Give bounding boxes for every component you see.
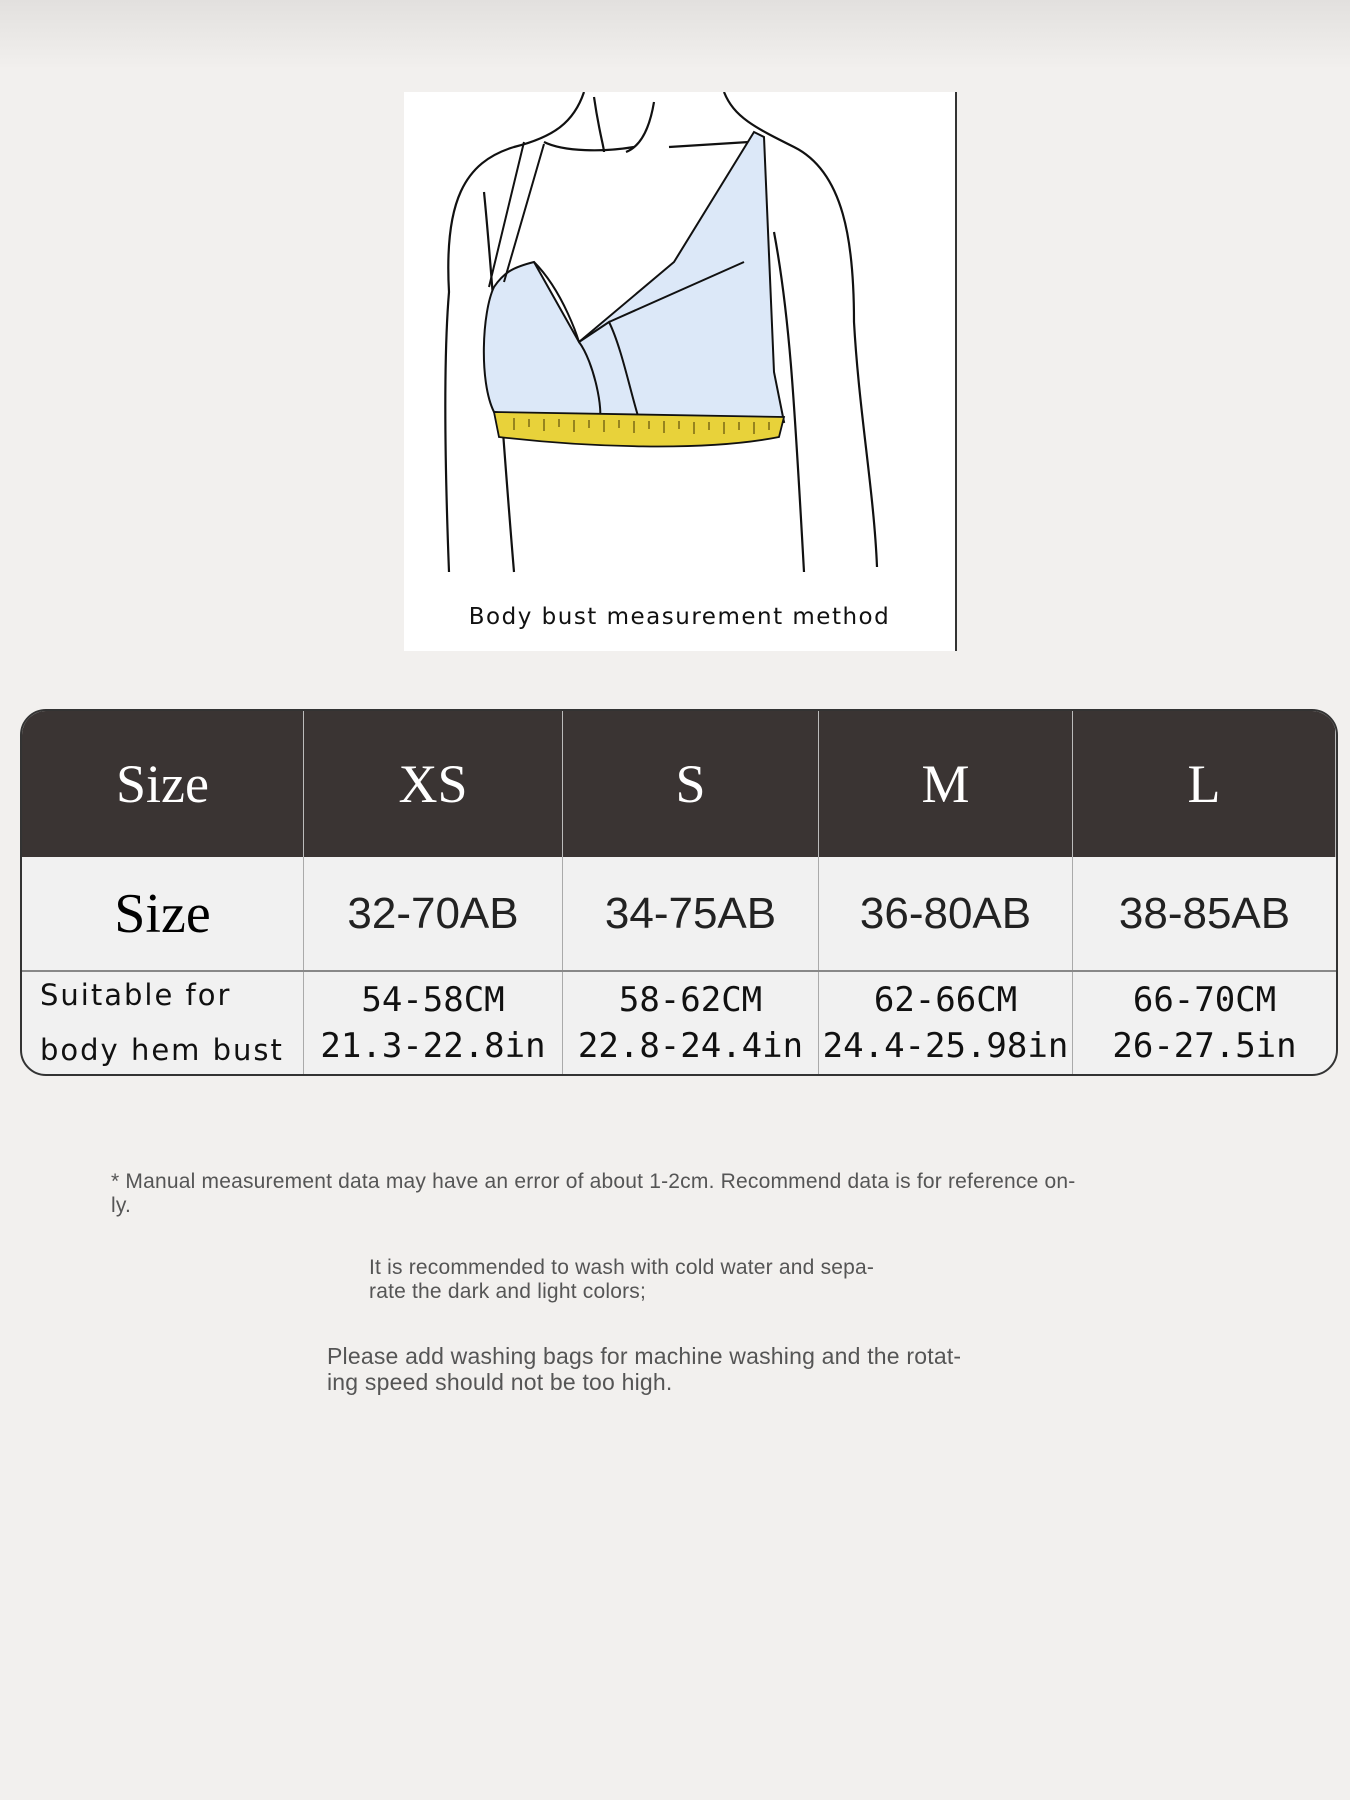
table-cell: 36-80AB (819, 857, 1073, 970)
cm-value: 58-62CM (618, 980, 763, 1020)
table-cell (1073, 972, 1336, 1074)
header-cell: M (819, 711, 1073, 857)
cm-value: 66-70CM (1132, 980, 1277, 1020)
size-row (22, 857, 1336, 972)
row-label (22, 972, 304, 1074)
inch-value: 24.4-25.98in (822, 1026, 1069, 1066)
cm-value: 54-58CM (361, 980, 505, 1020)
label-line: body hem bust (40, 1033, 284, 1067)
header-cell: S (563, 711, 819, 857)
header-cell: L (1073, 711, 1336, 857)
table-cell: 32-70AB (304, 857, 563, 970)
note-line: ly. (111, 1194, 132, 1217)
header-row (22, 711, 1336, 857)
table-cell: 34-75AB (563, 857, 819, 970)
inch-value: 22.8-24.4in (577, 1026, 804, 1066)
header-cell: Size (22, 711, 304, 857)
note-line: It is recommended to wash with cold water and sepa- (369, 1256, 875, 1279)
table-cell (819, 972, 1073, 1074)
bust-measurement-illustration (404, 92, 957, 651)
machine-wash-note (327, 1343, 961, 1395)
bust-row (22, 972, 1336, 1074)
table-cell (304, 972, 563, 1074)
top-shade (0, 0, 1350, 70)
illustration-caption: Body bust measurement method (468, 604, 891, 630)
disclaimer-note (111, 1170, 1075, 1218)
note-line: * Manual measurement data may have an error of about 1-2cm. Recommend data is for reference on- (111, 1170, 1076, 1193)
wash-note (369, 1256, 874, 1304)
row-label: Size (22, 857, 304, 970)
size-chart-table (20, 709, 1338, 1076)
note-line: rate the dark and light colors; (369, 1280, 647, 1303)
header-cell: XS (304, 711, 563, 857)
inch-value: 21.3-22.8in (320, 1026, 546, 1066)
table-cell (563, 972, 819, 1074)
torso-drawing (404, 92, 955, 592)
note-line: ing speed should not be too high. (327, 1369, 673, 1395)
table-cell: 38-85AB (1118, 888, 1291, 938)
note-line: Please add washing bags for machine washing and the rotat- (327, 1343, 962, 1369)
label-line: Suitable for (40, 978, 232, 1012)
inch-value: 26-27.5in (1112, 1026, 1297, 1066)
cm-value: 62-66CM (873, 980, 1018, 1020)
